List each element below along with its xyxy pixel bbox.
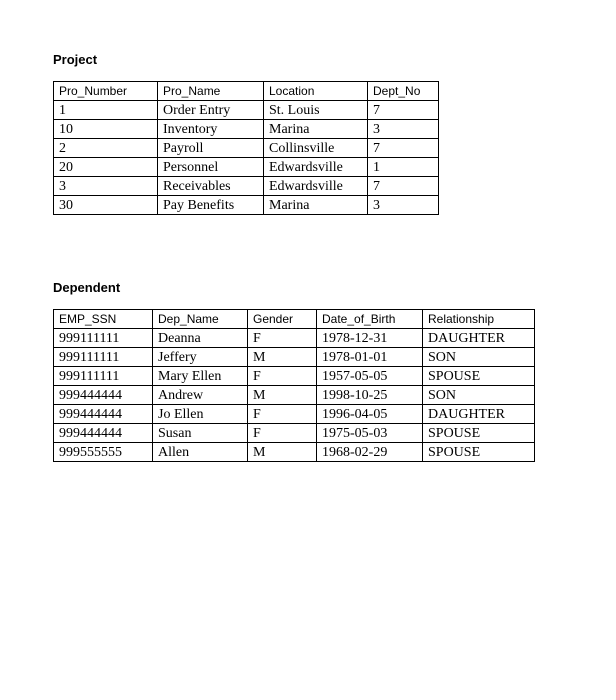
pro-number-cell: 1	[54, 101, 158, 120]
dept-no-cell: 3	[368, 120, 439, 139]
emp-ssn-cell: 999444444	[54, 424, 153, 443]
table-row	[54, 196, 439, 215]
pro-number-cell: 2	[54, 139, 158, 158]
table-row	[54, 367, 535, 386]
location-cell: Edwardsville	[264, 177, 368, 196]
date-of-birth-cell: 1957-05-05	[317, 367, 423, 386]
table-row	[54, 158, 439, 177]
relationship-cell: SON	[423, 348, 535, 367]
emp-ssn-cell: 999111111	[54, 329, 153, 348]
gender-cell: F	[248, 424, 317, 443]
table-row	[54, 405, 535, 424]
pro-name-cell: Inventory	[158, 120, 264, 139]
column-header-emp-ssn: EMP_SSN	[54, 310, 153, 329]
pro-number-cell: 20	[54, 158, 158, 177]
location-cell: St. Louis	[264, 101, 368, 120]
table-header-row	[54, 82, 439, 101]
location-cell: Marina	[264, 196, 368, 215]
date-of-birth-cell: 1975-05-03	[317, 424, 423, 443]
pro-name-cell: Personnel	[158, 158, 264, 177]
relationship-cell: DAUGHTER	[423, 405, 535, 424]
dep-name-cell: Deanna	[153, 329, 248, 348]
pro-number-cell: 30	[54, 196, 158, 215]
dept-no-cell: 3	[368, 196, 439, 215]
table-row	[54, 348, 535, 367]
gender-cell: F	[248, 329, 317, 348]
table-row	[54, 386, 535, 405]
gender-cell: M	[248, 386, 317, 405]
date-of-birth-cell: 1978-01-01	[317, 348, 423, 367]
emp-ssn-cell: 999111111	[54, 367, 153, 386]
location-cell: Collinsville	[264, 139, 368, 158]
column-header-location: Location	[264, 82, 368, 101]
gender-cell: F	[248, 367, 317, 386]
gender-cell: M	[248, 443, 317, 462]
dependent-section-title: Dependent	[53, 280, 121, 295]
dept-no-cell: 7	[368, 177, 439, 196]
date-of-birth-cell: 1978-12-31	[317, 329, 423, 348]
column-header-gender: Gender	[248, 310, 317, 329]
dependent-table	[53, 309, 535, 462]
table-row	[54, 101, 439, 120]
emp-ssn-cell: 999444444	[54, 405, 153, 424]
column-header-pro-number: Pro_Number	[54, 82, 158, 101]
column-header-dep-name: Dep_Name	[153, 310, 248, 329]
date-of-birth-cell: 1996-04-05	[317, 405, 423, 424]
table-row	[54, 139, 439, 158]
dep-name-cell: Susan	[153, 424, 248, 443]
emp-ssn-cell: 999444444	[54, 386, 153, 405]
column-header-pro-name: Pro_Name	[158, 82, 264, 101]
pro-name-cell: Receivables	[158, 177, 264, 196]
column-header-relationship: Relationship	[423, 310, 535, 329]
table-row	[54, 424, 535, 443]
dep-name-cell: Allen	[153, 443, 248, 462]
dep-name-cell: Andrew	[153, 386, 248, 405]
date-of-birth-cell: 1998-10-25	[317, 386, 423, 405]
gender-cell: M	[248, 348, 317, 367]
dep-name-cell: Jeffery	[153, 348, 248, 367]
dep-name-cell: Jo Ellen	[153, 405, 248, 424]
emp-ssn-cell: 999555555	[54, 443, 153, 462]
project-table	[53, 81, 439, 215]
emp-ssn-cell: 999111111	[54, 348, 153, 367]
relationship-cell: SPOUSE	[423, 367, 535, 386]
date-of-birth-cell: 1968-02-29	[317, 443, 423, 462]
table-row	[54, 443, 535, 462]
column-header-date-of-birth: Date_of_Birth	[317, 310, 423, 329]
relationship-cell: DAUGHTER	[423, 329, 535, 348]
pro-number-cell: 3	[54, 177, 158, 196]
dept-no-cell: 7	[368, 101, 439, 120]
table-header-row	[54, 310, 535, 329]
location-cell: Marina	[264, 120, 368, 139]
gender-cell: F	[248, 405, 317, 424]
relationship-cell: SPOUSE	[423, 443, 535, 462]
dept-no-cell: 1	[368, 158, 439, 177]
table-row	[54, 177, 439, 196]
relationship-cell: SPOUSE	[423, 424, 535, 443]
pro-name-cell: Payroll	[158, 139, 264, 158]
pro-name-cell: Order Entry	[158, 101, 264, 120]
relationship-cell: SON	[423, 386, 535, 405]
location-cell: Edwardsville	[264, 158, 368, 177]
project-section-title: Project	[53, 52, 98, 67]
table-row	[54, 120, 439, 139]
dep-name-cell: Mary Ellen	[153, 367, 248, 386]
column-header-dept-no: Dept_No	[368, 82, 439, 101]
table-row	[54, 329, 535, 348]
dept-no-cell: 7	[368, 139, 439, 158]
pro-number-cell: 10	[54, 120, 158, 139]
pro-name-cell: Pay Benefits	[158, 196, 264, 215]
